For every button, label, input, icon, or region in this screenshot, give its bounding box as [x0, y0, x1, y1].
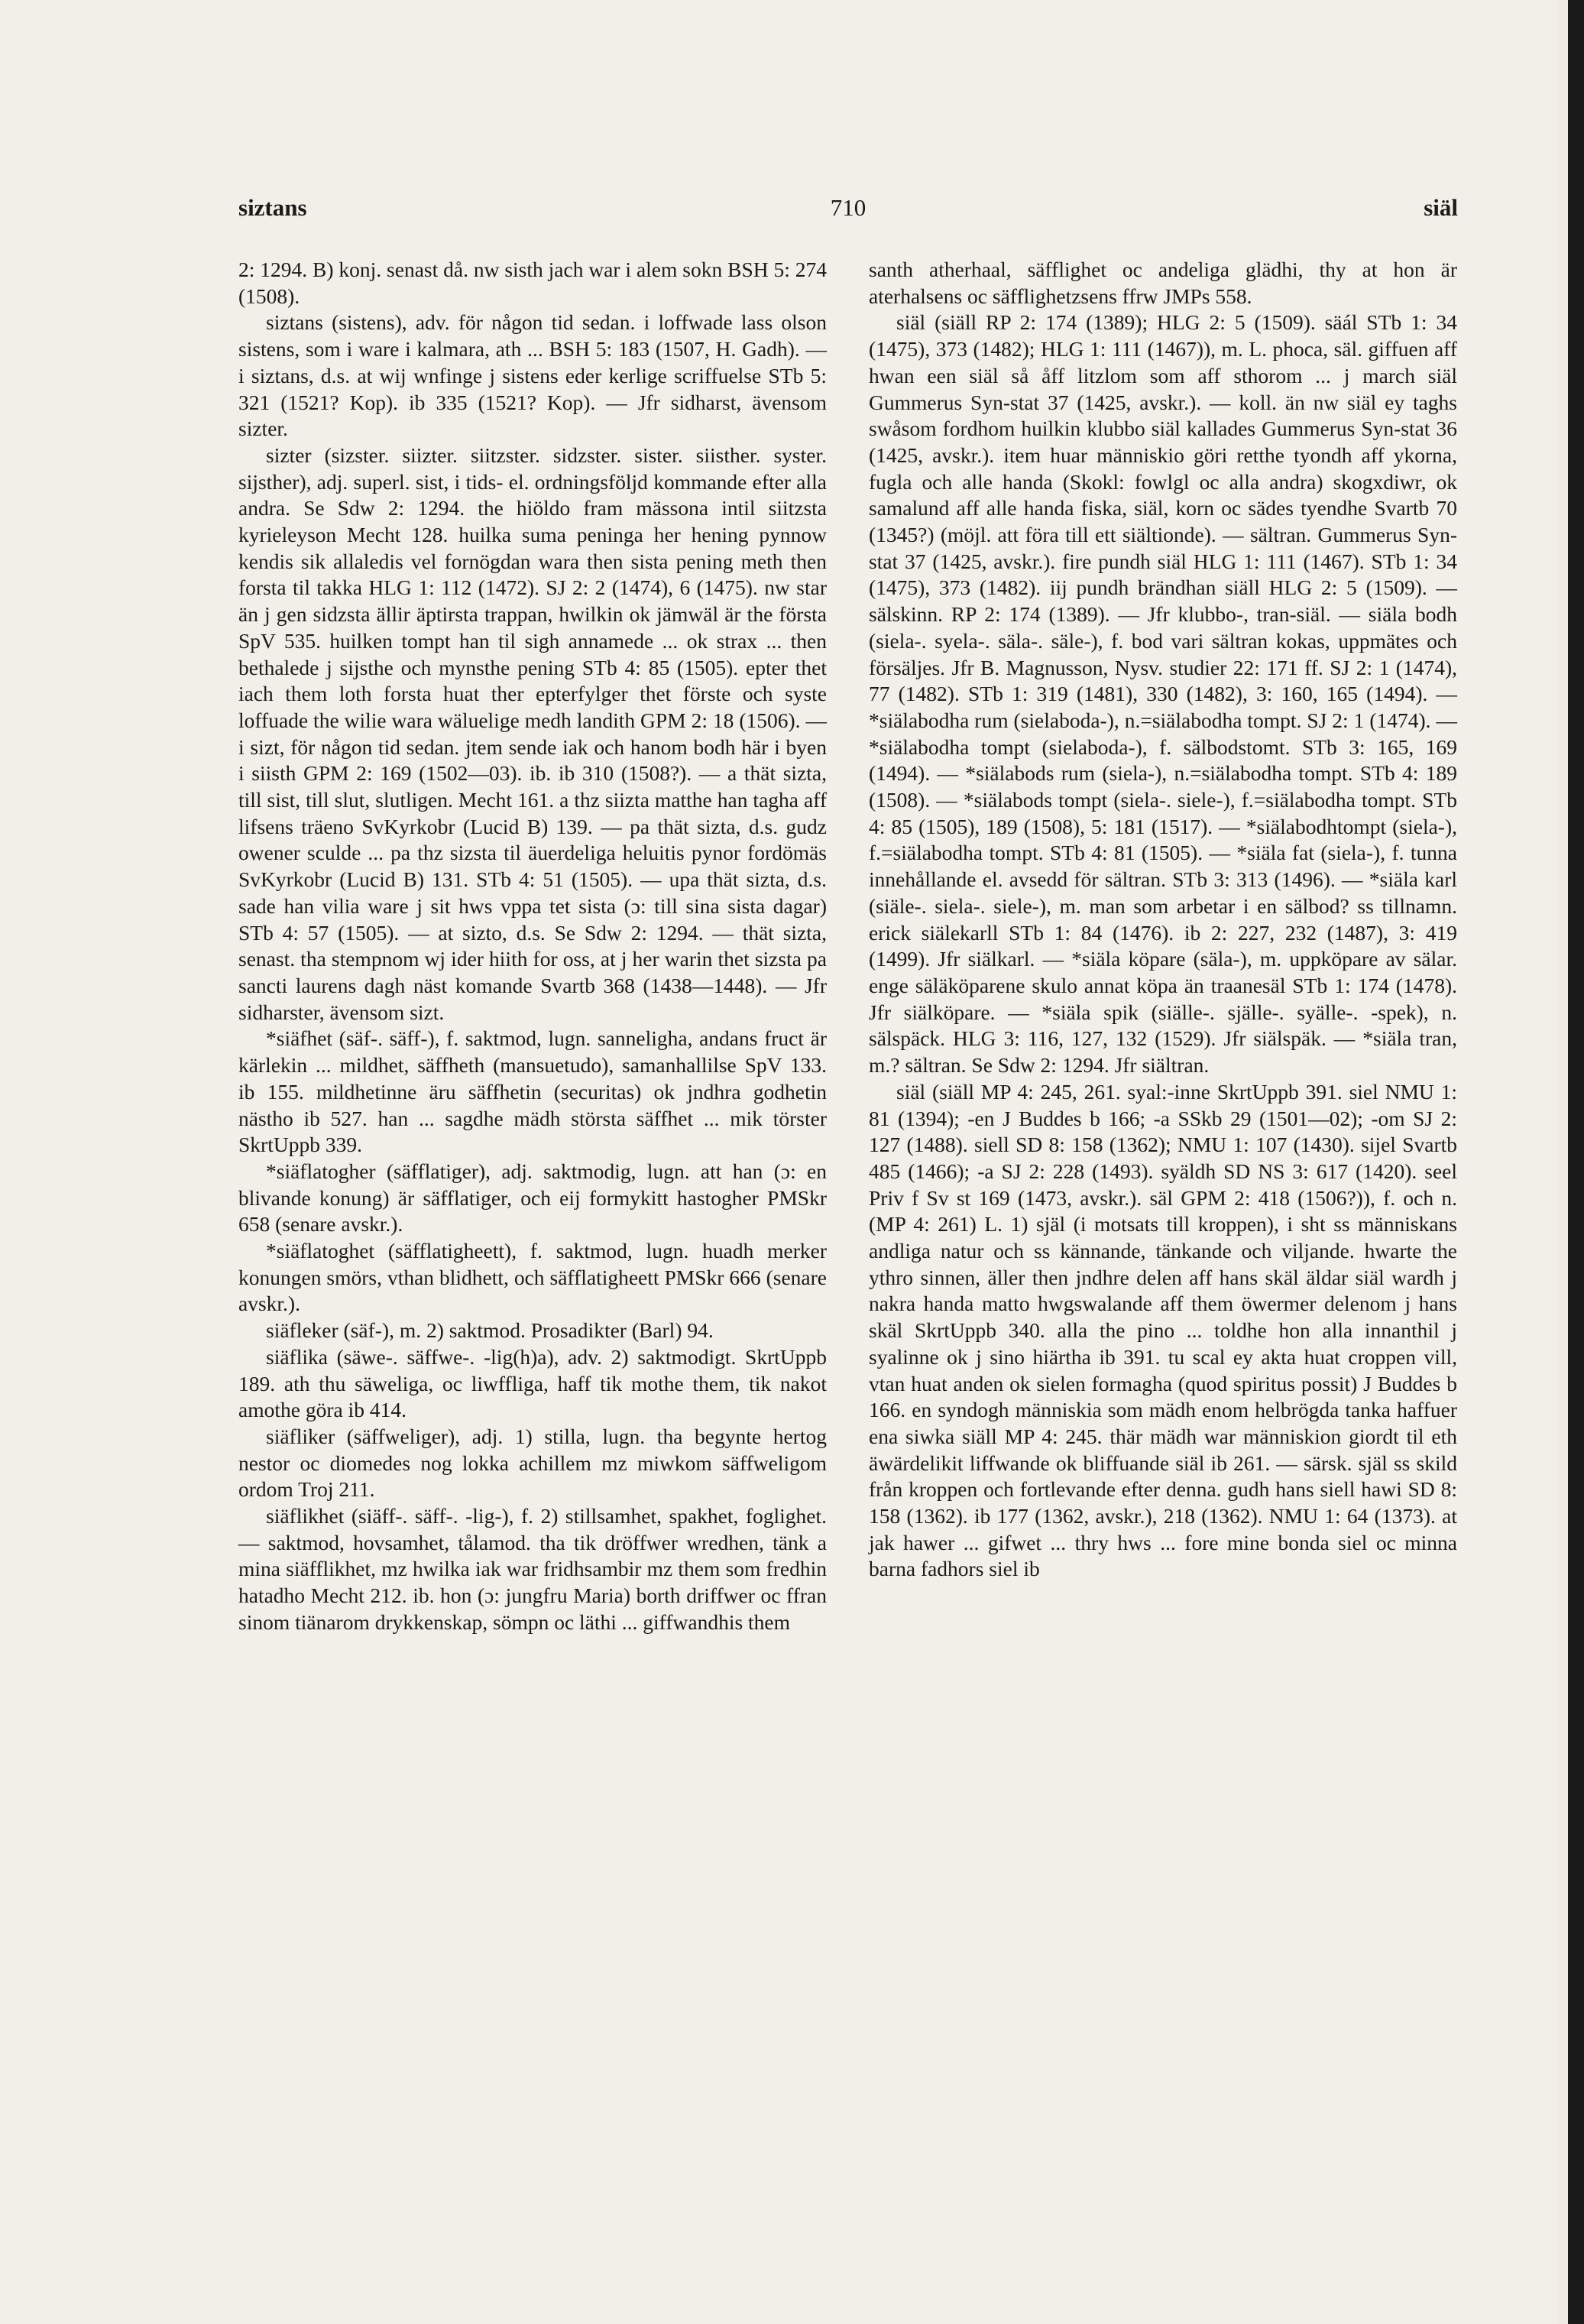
entry-siaflatoghet: *siäflatoghet (säfflatigheett), f. saktmod, lugn. huadh merker konungen smörs, vthan blidhett, och säfflatigheett PMSkr 666 (senare avskr.). [238, 1239, 827, 1316]
left-column [238, 257, 827, 1636]
entry-continuation: 2: 1294. B) konj. senast då. nw sisth jach war i alem sokn BSH 5: 274 (1508). [238, 258, 827, 308]
entry-siaflatogher: *siäflatogher (säfflatiger), adj. saktmodig, lugn. att han (ɔ: en blivande konung) är säfflatiger, och eij formykitt hastogher PMSkr 658 (senare avskr.). [238, 1159, 827, 1237]
entry-sizter: sizter (sizster. siizter. siitzster. sidzster. sister. siisther. syster. sijsther), adj. superl. sist, i tids- el. ordningsföljd kommande efter alla andra. Se Sdw 2: 1294. the hiöldo fram mässona intil siitzsta kyrieleyson Mecht 128. huilka suma peninga her hening pynnow kendis sik allaledis vel fornögdan wara then sista pening meth then forsta til takka HLG 1: 112 (1472). SJ 2: 2 (1474), 6 (1475). nw star än j gen sidzsta ällir äptirsta trappan, hwilkin ok jämwäl är the första SpV 535. huilken tompt han til sigh annamede ... ok strax ... then bethalede j sijsthe och mynsthe pening STb 4: 85 (1505). epter thet iach them loth forsta huat ther epterfylger thet förste och syste loffuade the wilie wara wäluelige medh landith GPM 2: 18 (1506). — i sizt, för någon tid sedan. jtem sende iak och hanom bodh här i byen i siisth GPM 2: 169 (1502—03). ib. ib 310 (1508?). — a thät sizta, till sist, till slut, slutligen. Mecht 161. a thz siizta matthe han tagha aff lifsens träeno SvKyrkobr (Lucid B) 139. — pa thät sizta, d.s. gudz owener sculde ... pa thz sizsta til äuerdeliga heluitis pynor fordömäs SvKyrkobr (Lucid B) 131. STb 4: 51 (1505). — upa thät sizta, d.s. sade han vilia ware j sit hws vppa tet sista (ɔ: till sina sista dagar) STb 4: 57 (1505). — at sizto, d.s. Se Sdw 2: 1294. — thät sizta, senast. tha stempnom wj ider hiith for oss, at j her warin thet sizsta pa sancti laurens dagh näst komande Svartb 368 (1438—1448). — Jfr sidharster, ävensom sizt. [238, 442, 827, 1024]
entry-siafliker: siäfliker (säffweliger), adj. 1) stilla, lugn. tha begynte hertog nestor oc diomedes nog lokka achillem mz miwkom säffweligom ordom Troj 211. [238, 1424, 827, 1502]
entry-siafleker: siäfleker (säf-), m. 2) saktmod. Prosadikter (Barl) 94. [266, 1318, 714, 1343]
entry-siafhet: *siäfhet (säf-. säff-), f. saktmod, lugn. sanneligha, andans fruct är kärlekin ... mildhet, säffheth (mansuetudo), samanhallilse SpV 133. ib 155. mildhetinne äru säffhetin (securitas) ok jndhra godhetin nästho ib 527. han ... sagdhe mädh största säffhet ... mik törster SkrtUppb 339. [238, 1026, 827, 1157]
entry-sial-seal: siäl (siäll RP 2: 174 (1389); HLG 2: 5 (1509). säál STb 1: 34 (1475), 373 (1482); HLG 1: 111 (1467)), m. L. phoca, säl. giffuen aff hwan een siäl så åff litzlom som aff sthorom ... j march siäl Gummerus Syn-stat 37 (1425, avskr.). — koll. än nw siäl ey taghs swåsom fordhom huilkin klubbo siäl kallades Gummerus Syn-stat 36 (1425, avskr.). item huar människio göri retthe tyondh aff ykorna, fugla och alle handa (Skokl: fowlgl oc alla andra) skogxdiwr, ok samalund aff alle handa fiska, siäl, korn oc sädes tyendhe Svartb 70 (1345?) (möjl. att föra till ett siältionde). — sältran. Gummerus Syn-stat 37 (1425, avskr.). fire pundh siäl HLG 1: 111 (1467). STb 1: 34 (1475), 373 (1482). iij pundh brändhan siäll HLG 2: 5 (1509). — sälskinn. RP 2: 174 (1389). — Jfr klubbo-, tran-siäl. — siäla bodh (siela-. syela-. säla-. säle-), f. bod vari sältran kokas, uppmätes och försäljes. Jfr B. Magnusson, Nysv. studier 22: 171 ff. SJ 2: 1 (1474), 77 (1482). STb 1: 319 (1481), 330 (1482), 3: 160, 165 (1494). — *siälabodha rum (sielaboda-), n.=siälabodha tompt. SJ 2: 1 (1474). — *siälabodha tompt (sielaboda-), f. sälbodstomt. STb 3: 165, 169 (1494). — *siälabods rum (siela-), n.=siälabodha tompt. STb 4: 189 (1508). — *siälabods tompt (siela-. siele-), f.=siälabodha tompt. STb 4: 85 (1505), 189 (1508), 5: 181 (1517). — *siälabodhtompt (siela-), f.=siälabodha tompt. STb 4: 81 (1505). — *siäla fat (siela-), f. tunna innehållande el. avsedd för sältran. STb 3: 313 (1496). — *siäla karl (siäle-. siela-. siele-), m. man som arbetar i en sälbod? ss tillnamn. erick siälekarll STb 1: 84 (1476). ib 2: 227, 232 (1487), 3: 419 (1499). Jfr siälkarl. — *siäla köpare (säla-), m. uppköpare av sälar. enge säläköparene skulo annat köpa än traanesäl STb 1: 174 (1478). Jfr siälköpare. — *siäla spik (siälle-. själle-. syälle-. -spek), n. sälspäck. HLG 3: 116, 127, 132 (1529). Jfr siälspäk. — *siäla tran, m.? sältran. Se Sdw 2: 1294. Jfr siältran. [869, 310, 1457, 1078]
page-binding-edge [1568, 0, 1584, 2324]
running-header [238, 194, 1458, 231]
entry-siztans: siztans (sistens), adv. för någon tid sedan. i loffwade lass olson sistens, som i ware i kalmara, ath ... BSH 5: 183 (1507, H. Gadh). — i siztans, d.s. at wij wnfinge j sistens eder kerlige scriffuelse STb 5: 321 (1521? Kop). ib 335 (1521? Kop). — Jfr sidharst, ävensom sizter. [238, 310, 827, 441]
header-guide-word-left: siztans [238, 194, 307, 221]
entry-siaflikhet: siäflikhet (siäff-. säff-. -lig-), f. 2) stillsamhet, spakhet, foglighet. — saktmod, hovsamhet, tålamod. tha tik dröffwer wredhen, tänk a mina siäfflikhet, mz hwilka iak war fridhsambir mz them som fredhin hatadho Mecht 212. ib. hon (ɔ: jungfru Maria) borth driffwer oc ffran sinom tiänarom drykkenskap, sömpn oc läthi ... giffwandhis them [238, 1504, 827, 1634]
right-column [869, 257, 1457, 1583]
page-number: 710 [830, 194, 867, 221]
entry-siaflika: siäflika (säwe-. säffwe-. -lig(h)a), adv. 2) saktmodigt. SkrtUppb 189. ath thu säweliga, oc liwffliga, haff tik mothe them, tik nakot amothe göra ib 414. [238, 1344, 827, 1422]
entry-continuation: santh atherhaal, säfflighet oc andeliga glädhi, thy at hon är aterhalsens oc säfflighetzsens ffrw JMPs 558. [869, 258, 1457, 308]
header-guide-word-right: siäl [1424, 194, 1458, 221]
entry-sial-soul: siäl (siäll MP 4: 245, 261. syal:-inne SkrtUppb 391. siel NMU 1: 81 (1394); -en J Buddes b 166; -a SSkb 29 (1501—02); -om SJ 2: 127 (1488). siell SD 8: 158 (1362); NMU 1: 107 (1430). sijel Svartb 485 (1466); -a SJ 2: 228 (1493). syäldh SD NS 3: 617 (1420). seel Priv f Sv st 169 (1473, avskr.). säl GPM 2: 418 (1506?)), f. och n. (MP 4: 261) L. 1) själ (i motsats till kroppen), i sht ss människans andliga natur och ss kännande, tänkande och viljande. hwarte the ythro sinnen, äller then jndhre delen aff hans skäl äldar siäl wardh j nakra handa matto hwgswalande aff them öwermer delenom j hans skäl SkrtUppb 340. alla the pino ... toldhe hon alla innanthil j syalinne ok j sino hiärtha ib 391. tu scal ey akta huat croppen vill, vtan huat anden ok sielen formagha (quod spiritus possit) J Buddes b 166. en syndogh människia som mädh enom helbrögda tanka haffuer ena siwka siäll MP 4: 245. thär mädh war människion giordt til eth äwärdelikit liffwande ok bliffuande siäl ib 261. — särsk. själ ss skild från kroppen och fortlevande efter denna. gudh hans siell hawi SD 8: 158 (1362). ib 177 (1362, avskr.), 218 (1362). NMU 1: 64 (1373). at jak hawer ... gifwet ... thry hws ... fore mine bonda siel oc minna barna fadhors siel ib [869, 1079, 1457, 1581]
